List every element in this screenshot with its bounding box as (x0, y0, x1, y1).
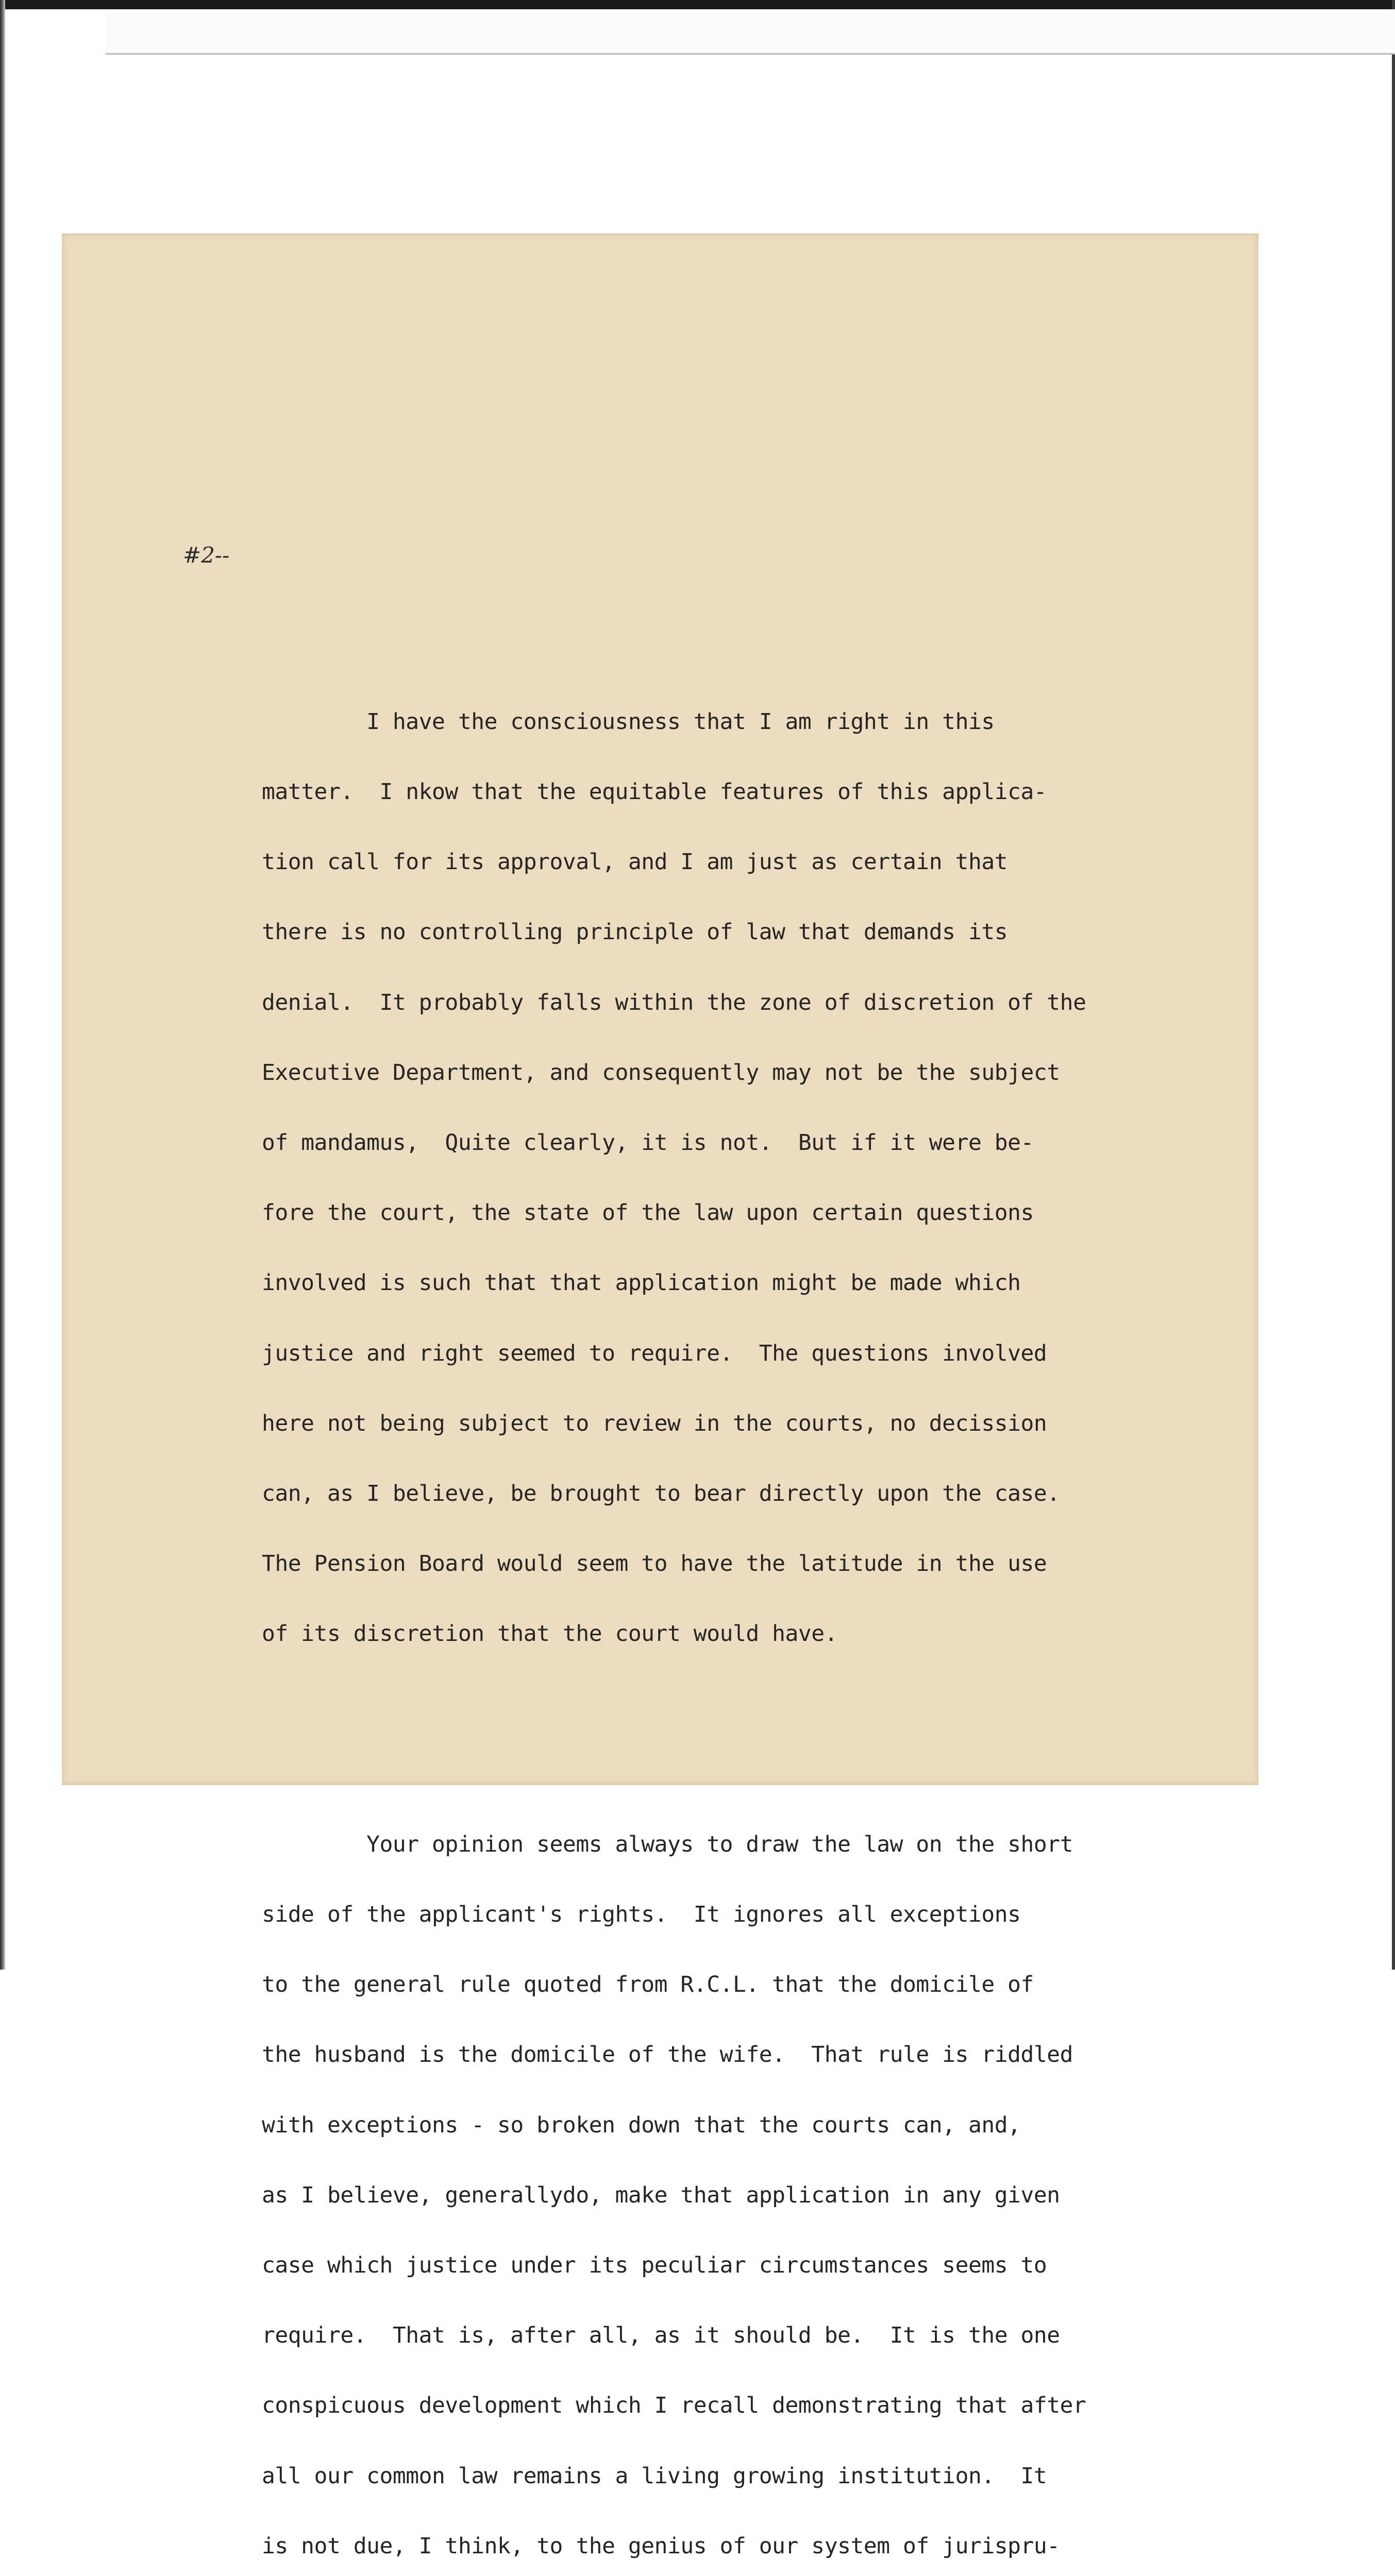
page-number: #2-- (183, 543, 230, 568)
paragraph-2 (262, 1786, 1231, 2576)
text-line: the husband is the domicile of the wife. That rule is riddled (262, 2042, 1073, 2068)
text-line: with exceptions - so broken down that the courts can, and, (262, 2112, 1021, 2138)
text-line: I have the consciousness that I am right in this (262, 708, 995, 735)
text-line: matter. I nkow that the equitable features of this applica- (262, 778, 1047, 805)
text-line: there is no controlling principle of law that demands its (262, 919, 1008, 945)
text-line: tion call for its approval, and I am just as certain that (262, 849, 1008, 875)
letter-body (262, 617, 1231, 2576)
scan-top-border (0, 0, 1395, 9)
text-line: side of the applicant's rights. It ignores all exceptions (262, 1901, 1021, 1927)
scan-left-border (0, 0, 5, 1970)
text-line: can, as I believe, be brought to bear directly upon the case. (262, 1481, 1060, 1507)
text-line: Your opinion seems always to draw the law on the short (262, 1831, 1073, 1857)
paragraph-1 (262, 664, 1231, 1693)
text-line: require. That is, after all, as it should be. It is the one (262, 2323, 1060, 2349)
text-line: The Pension Board would seem to have the latitude in the use (262, 1551, 1047, 1577)
text-line: denial. It probably falls within the zone of discretion of the (262, 989, 1086, 1015)
text-line: Executive Department, and consequently may not be the subject (262, 1059, 1060, 1086)
text-line: here not being subject to review in the courts, no decission (262, 1410, 1047, 1436)
text-line: as I believe, generallydo, make that application in any given (262, 2182, 1060, 2208)
text-line: of its discretion that the court would have. (262, 1621, 838, 1647)
text-line: conspicuous development which I recall demonstrating that after (262, 2393, 1086, 2419)
text-line: justice and right seemed to require. The questions involved (262, 1340, 1047, 1366)
text-line: is not due, I think, to the genius of our system of jurispru- (262, 2533, 1060, 2559)
scan-right-border (1392, 0, 1395, 1970)
text-line: involved is such that that application might be made which (262, 1270, 1021, 1296)
text-line: case which justice under its peculiar circumstances seems to (262, 2252, 1047, 2279)
text-line: all our common law remains a living growing institution. It (262, 2463, 1047, 2489)
text-line: fore the court, the state of the law upon certain questions (262, 1200, 1034, 1226)
text-line: of mandamus, Quite clearly, it is not. But if it were be- (262, 1129, 1034, 1156)
overlay-paper-strip (106, 9, 1395, 55)
text-line: to the general rule quoted from R.C.L. that the domicile of (262, 1972, 1034, 1998)
